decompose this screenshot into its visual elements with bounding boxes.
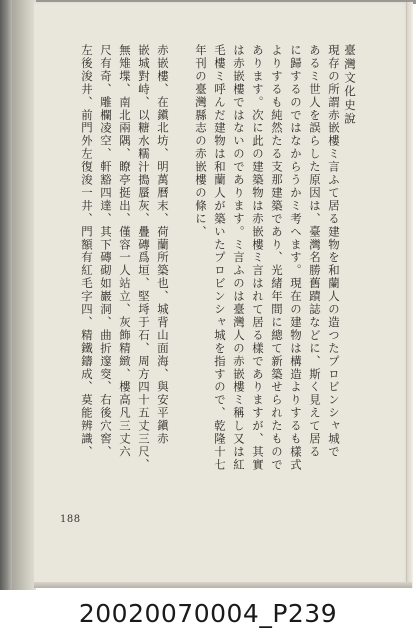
- quote-column-3: 無雉堞、南北兩隅、瞭亭挺出、僅容一人站立、灰飾精緻、樓高凡三丈六: [118, 44, 132, 459]
- page-number: 188: [60, 514, 81, 525]
- text-column-4: よりするも純然たる支那建築であり、光緒年間に總て新築せられたもので: [270, 44, 284, 472]
- quote-column-5: 左後浚井、前門外左復浚一井、門額有紅毛字四、精鐵鑄成、莫能辨識、: [80, 44, 94, 459]
- text-column-2: あるミ世人を誤らした原因は、臺灣名勝舊蹟誌などに、斯く見えて居る: [308, 44, 322, 459]
- text-column-6: は赤嵌樓ではないのであります。ミ言ふのは臺灣人の赤嵌樓ミ稱し又は紅: [232, 44, 246, 472]
- archive-id-caption: 20020070004_P239: [78, 599, 338, 628]
- text-column-1: 現存の所謂赤嵌樓ミ言ふて居る建物を和蘭人の造つたプロビンシャ城で: [327, 44, 341, 459]
- page-edge-bottom: [34, 582, 412, 588]
- quote-column-1: 赤嵌樓、在鎭北坊、明萬曆末、荷蘭所築也、城背山面海、與安平鎭赤: [156, 44, 170, 446]
- book-cover-edge: [0, 0, 12, 590]
- body-text: [56, 44, 341, 514]
- text-column-5: あります。次に此の建築物は赤嵌樓ミ言はれて居る樣でありますが、其實: [251, 44, 265, 472]
- quote-column-4: 尺有奇、雕欄凌空、軒豁四達、其下磚砌如巖洞、曲折邃窔、右後穴窖、: [99, 44, 113, 459]
- text-column-7: 毛樓ミ呼んだ建物は和蘭人が築いたプロビンシャ城を指すので、乾隆十七: [213, 44, 227, 472]
- quote-column-2: 嵌城對峙、以糖水糯汁搗蜃灰、疊磚爲垣、堅埓于石、周方四十五丈三尺、: [137, 44, 151, 472]
- page-edge-right: [406, 2, 413, 588]
- text-column-3: に歸するのではなからうかミ考へます。現在の建物は構造よりするも樣式: [289, 44, 303, 472]
- running-head: 臺灣文化史說: [343, 44, 357, 127]
- text-column-8: 年刊の臺灣縣志の赤嵌樓の條に、: [194, 44, 208, 239]
- book-gutter: [12, 0, 36, 590]
